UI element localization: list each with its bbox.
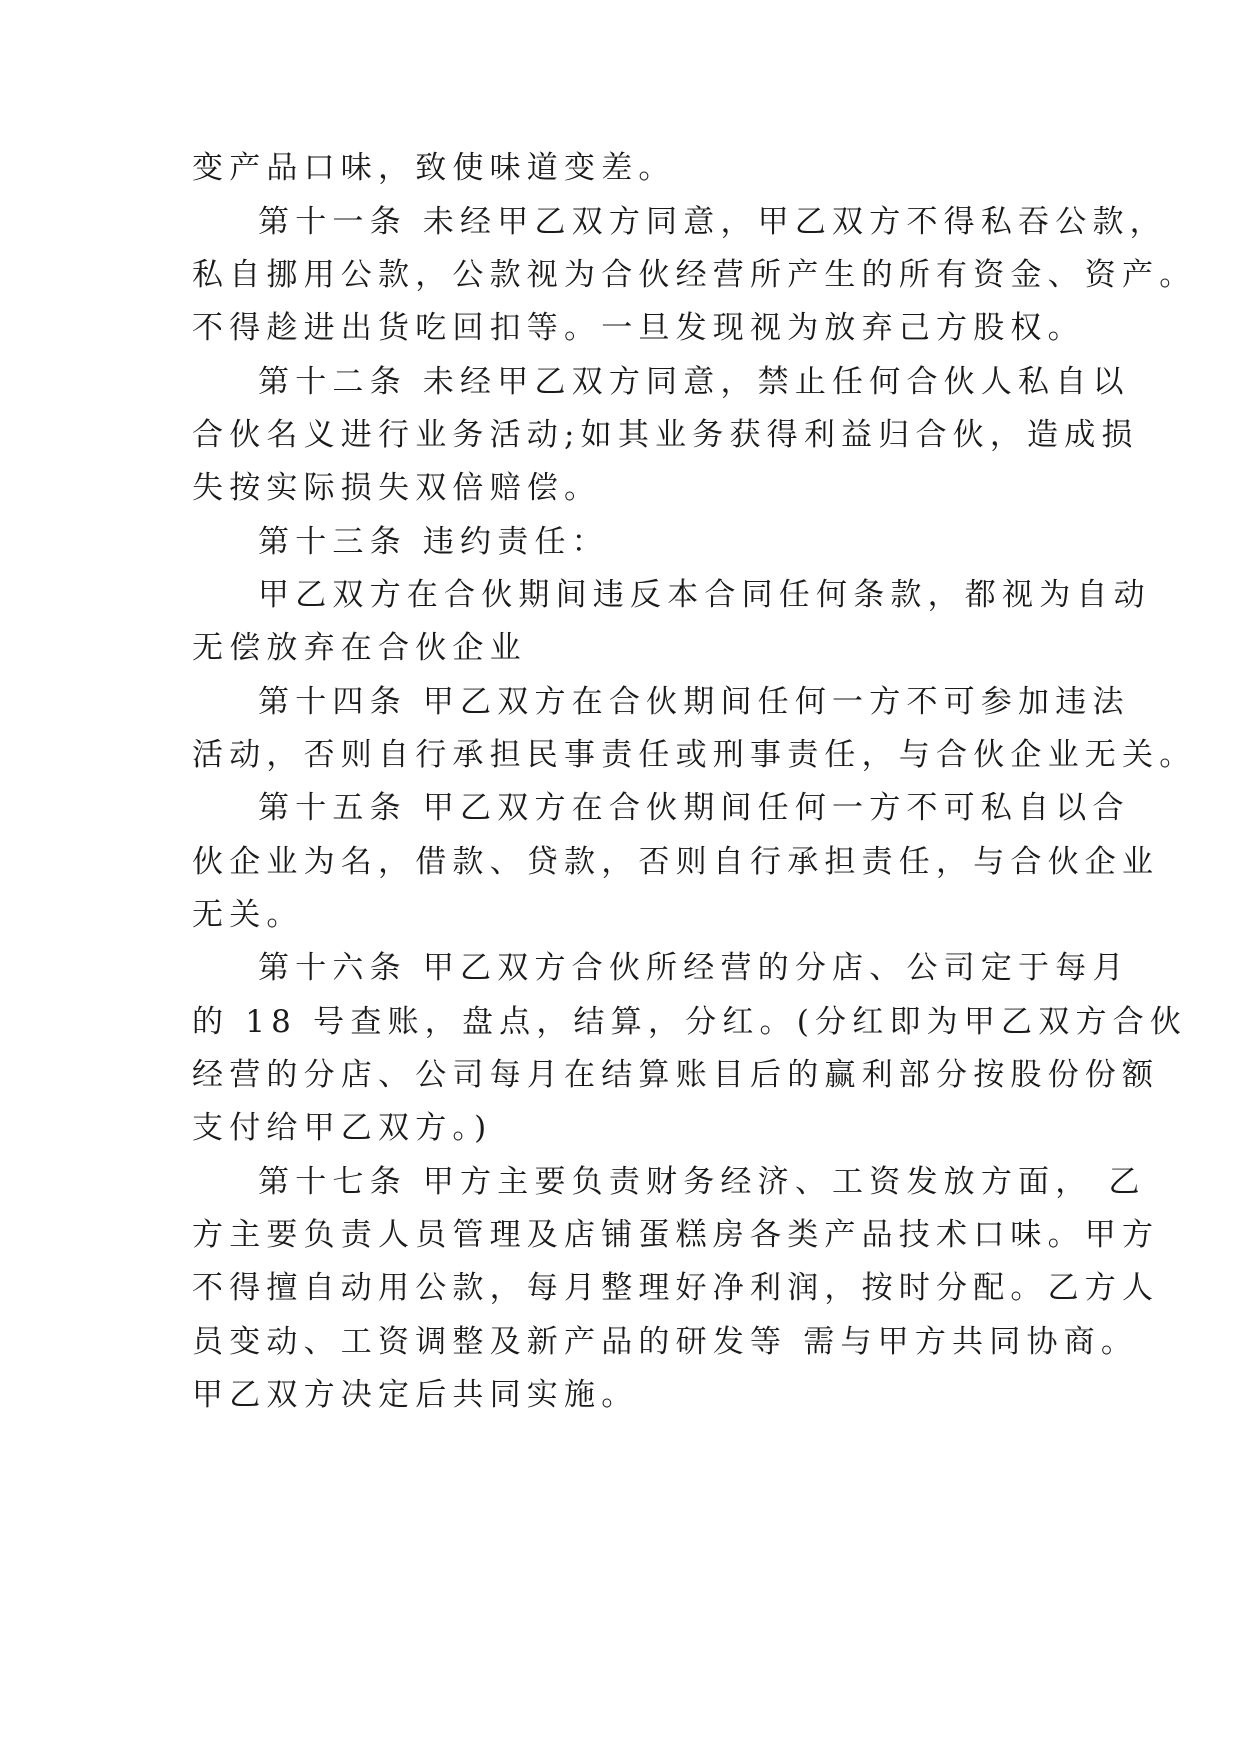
- clause-14-heading-line: 第十四条 甲乙双方在合伙期间任何一方不可参加违法: [258, 684, 1130, 720]
- text-line-4: 不得趁进出货吃回扣等。一旦发现视为放弃己方股权。: [192, 310, 1085, 346]
- text-line-23: 员变动、工资调整及新产品的研发等 需与甲方共同协商。: [192, 1324, 1139, 1360]
- text-line-3: 私自挪用公款，公款视为合伙经营所产生的所有资金、资产。: [192, 257, 1197, 293]
- clause-15-heading-line: 第十五条 甲乙双方在合伙期间任何一方不可私自以合: [258, 790, 1130, 826]
- clause-17-heading-line: 第十七条 甲方主要负责财务经济、工资发放方面， 乙: [258, 1164, 1146, 1200]
- text-line-9: 甲乙双方在合伙期间违反本合同任何条款，都视为自动: [258, 577, 1151, 613]
- clause-13-heading-line: 第十三条 违约责任：: [258, 524, 609, 560]
- clause-12-heading-line: 第十二条 未经甲乙双方同意，禁止任何合伙人私自以: [258, 364, 1130, 400]
- text-line-22: 不得擅自动用公款，每月整理好净利润，按时分配。乙方人: [192, 1270, 1160, 1306]
- text-line-18: 经营的分店、公司每月在结算账目后的赢利部分按股份份额: [192, 1057, 1160, 1093]
- text-line-10: 无偿放弃在合伙企业: [192, 630, 527, 666]
- text-line-1: 变产品口味，致使味道变差。: [192, 150, 676, 186]
- text-line-14: 伙企业为名，借款、贷款，否则自行承担责任，与合伙企业: [192, 844, 1160, 880]
- text-line-7: 失按实际损失双倍赔偿。: [192, 470, 602, 506]
- text-line-24: 甲乙双方决定后共同实施。: [192, 1377, 639, 1413]
- text-line-21: 方主要负责人员管理及店铺蛋糕房各类产品技术口味。甲方: [192, 1217, 1160, 1253]
- text-line-19: 支付给甲乙双方。): [192, 1110, 493, 1146]
- clause-16-heading-line: 第十六条 甲乙双方合伙所经营的分店、公司定于每月: [258, 950, 1130, 986]
- text-line-12: 活动，否则自行承担民事责任或刑事责任，与合伙企业无关。: [192, 737, 1197, 773]
- clause-11-heading-line: 第十一条 未经甲乙双方同意，甲乙双方不得私吞公款，: [258, 204, 1167, 240]
- text-line-15: 无关。: [192, 897, 304, 933]
- text-line-6: 合伙名义进行业务活动;如其业务获得利益归合伙，造成损: [192, 417, 1139, 453]
- text-line-17: 的 18 号查账，盘点，结算，分红。(分红即为甲乙双方合伙: [192, 1004, 1188, 1040]
